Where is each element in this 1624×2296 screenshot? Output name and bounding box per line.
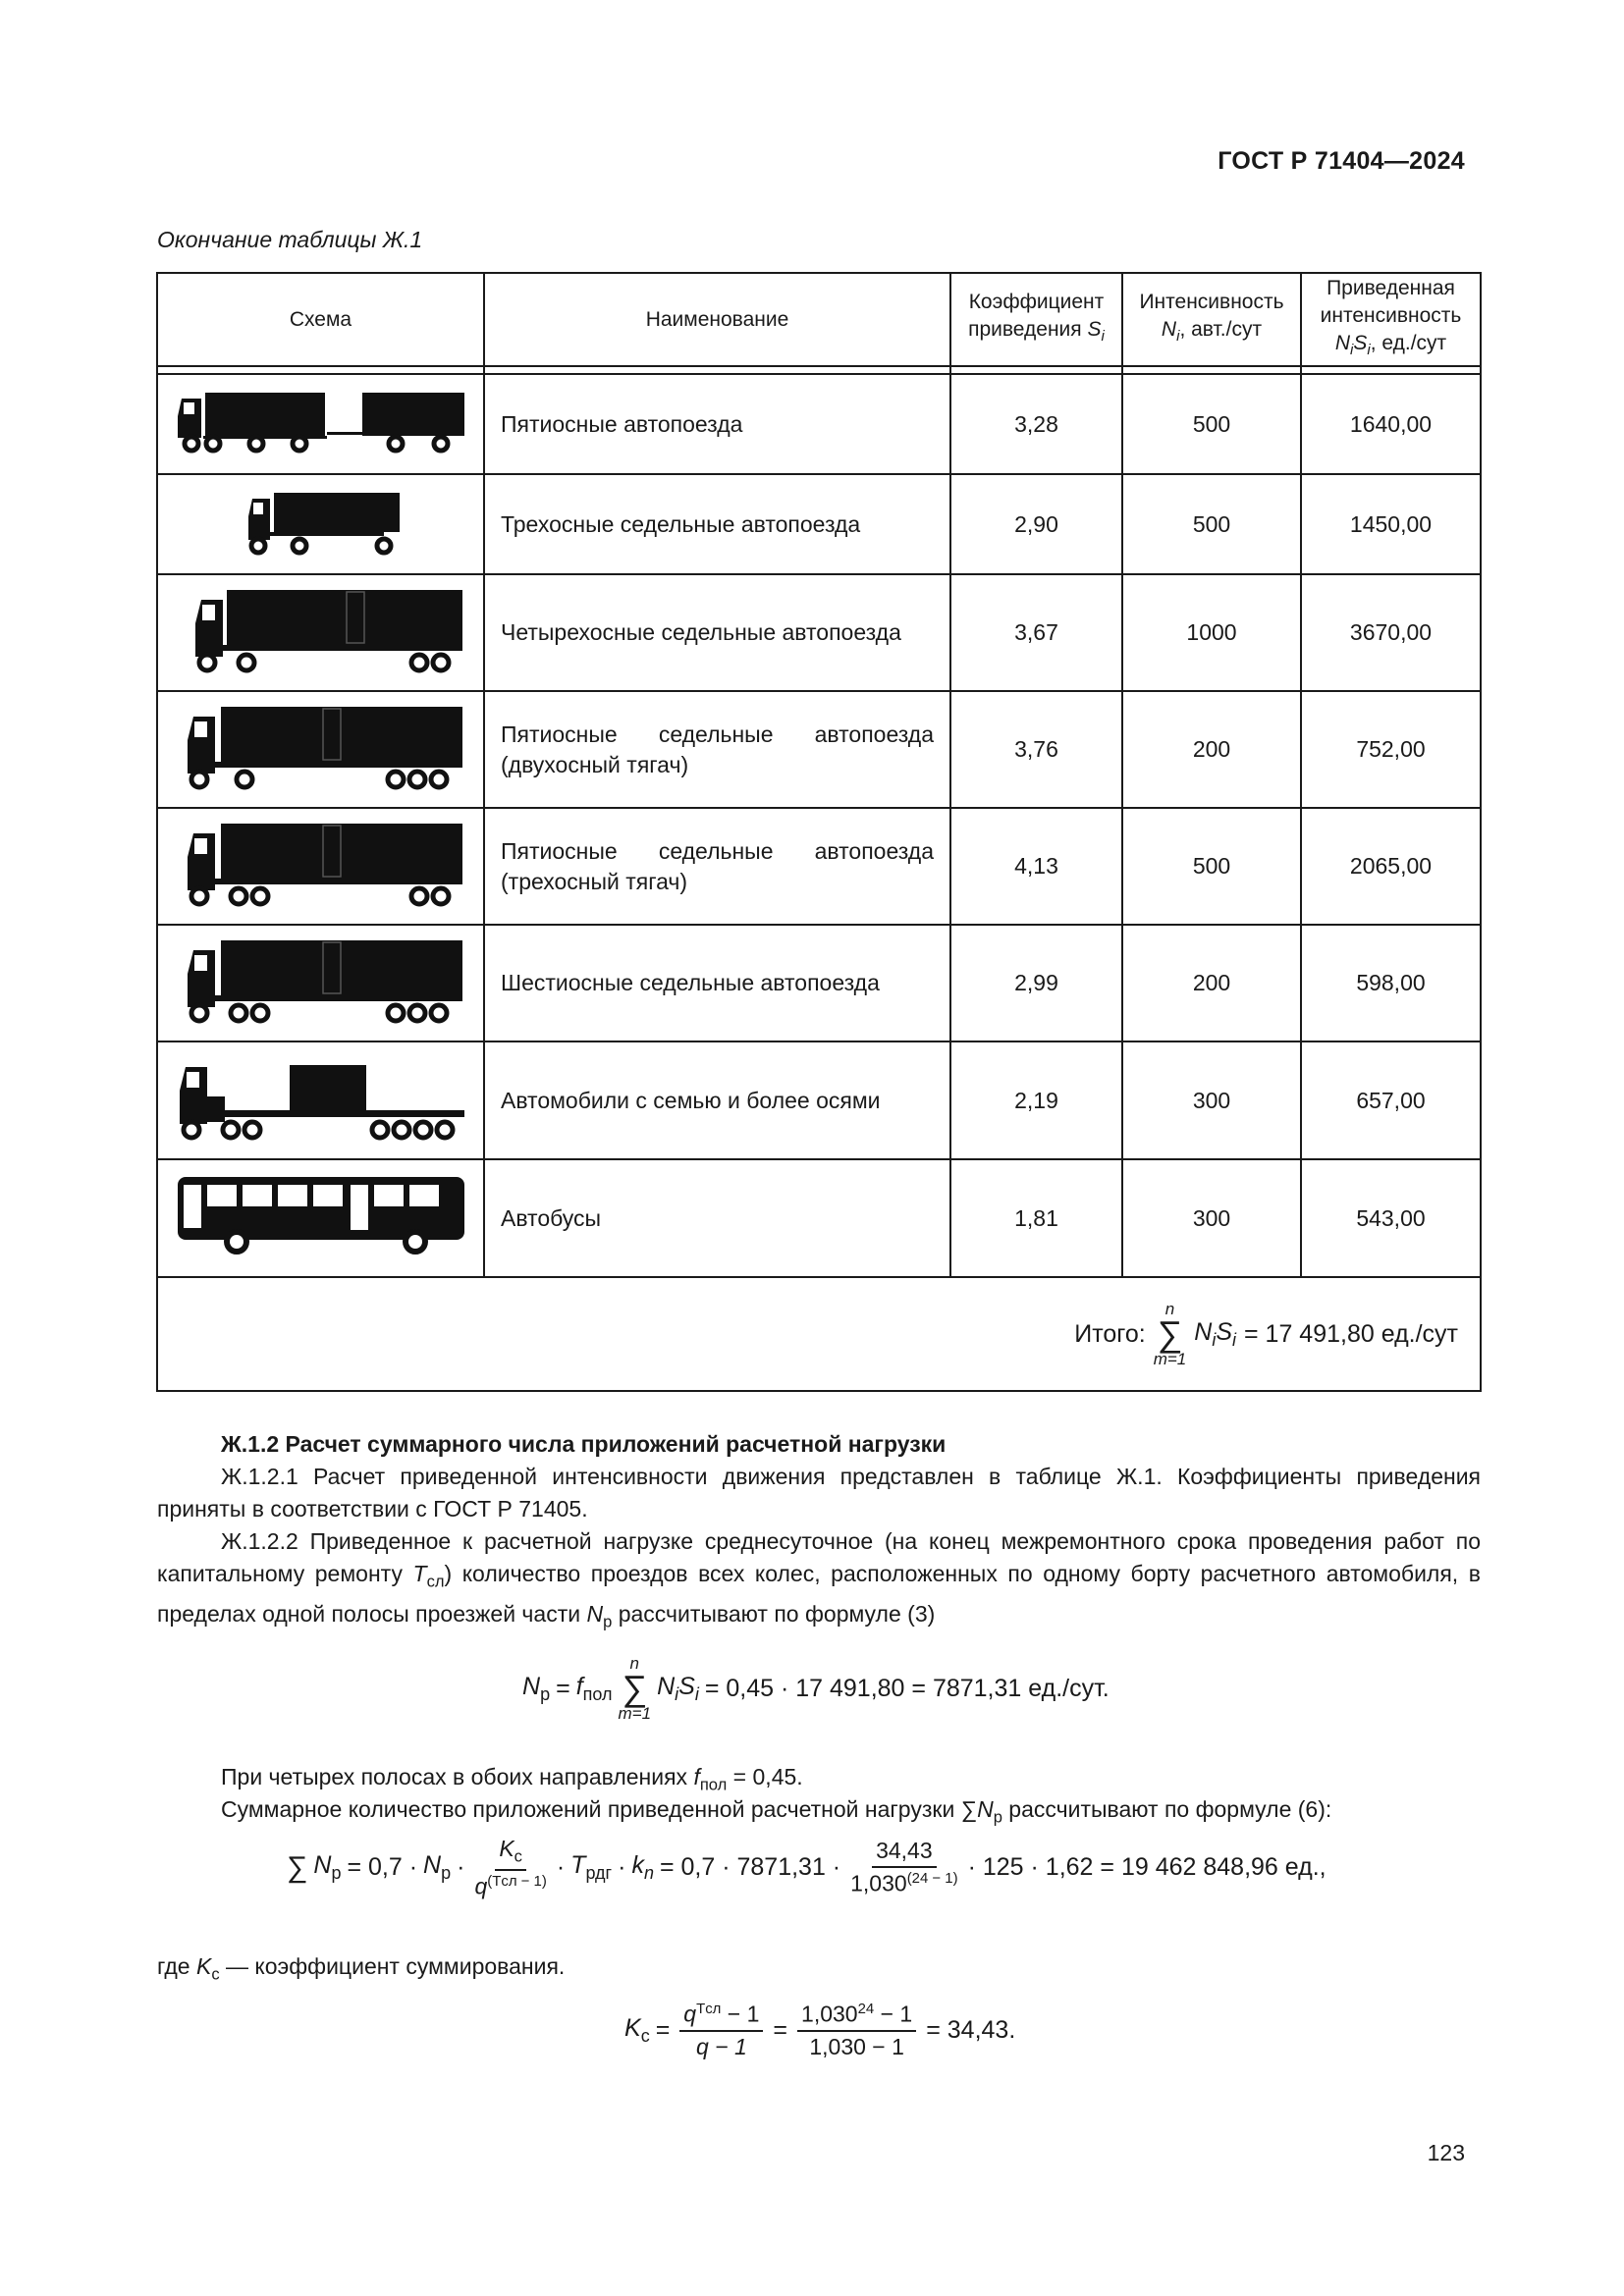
table-row bbox=[157, 1159, 1481, 1277]
col-header-name: Наименование bbox=[484, 273, 950, 366]
six-axle-semitrailer-icon bbox=[174, 936, 468, 1025]
coefficient-value: 3,28 bbox=[950, 374, 1122, 474]
formula-6: ∑ $N_р$ = 0,7 · $N_р$ · $\frac{K_с}{q^{(Tсл - 1)}}$ · $T_{рдг}$ · $k_n$ = 0,7 · 7871,31 · $\frac{34,43}{1,030^{(24 - 1)}}$ · 125 · 1,62 = 19 462 848,96 ед., bbox=[287, 1836, 1326, 1899]
bus-icon bbox=[174, 1171, 468, 1259]
intensity-value: 200 bbox=[1122, 691, 1301, 808]
reduced-intensity-value: 2065,00 bbox=[1301, 808, 1481, 925]
vehicle-name: Пятиосные седельные автопоезда (двухосный тягач) bbox=[484, 691, 950, 808]
coefficient-value: 2,99 bbox=[950, 925, 1122, 1041]
coefficient-value: 4,13 bbox=[950, 808, 1122, 925]
total-cell bbox=[157, 1277, 1481, 1391]
table-header-row bbox=[157, 273, 1481, 366]
five-axle-semitrailer-two-axle-tractor-icon bbox=[174, 703, 468, 791]
page-number: 123 bbox=[1427, 2140, 1465, 2165]
document-code: ГОСТ Р 71404—2024 bbox=[1218, 147, 1465, 175]
reduced-intensity-value: 3670,00 bbox=[1301, 574, 1481, 691]
scheme-cell bbox=[157, 374, 484, 474]
scheme-cell bbox=[157, 1159, 484, 1277]
five-axle-road-train-icon bbox=[174, 387, 468, 455]
scheme-cell bbox=[157, 808, 484, 925]
scheme-cell bbox=[157, 1041, 484, 1159]
col-header-reduced-intensity: Приведенная интенсивность $N_iS_i$, ед./сут bbox=[1301, 273, 1481, 366]
scheme-cell bbox=[157, 474, 484, 574]
table-caption: Окончание таблицы Ж.1 bbox=[157, 227, 423, 252]
reduced-intensity-value: 1640,00 bbox=[1301, 374, 1481, 474]
section-heading: Ж.1.2 Расчет суммарного числа приложений расчетной нагрузки bbox=[221, 1431, 947, 1457]
total-label: Итого: bbox=[1074, 1319, 1146, 1348]
table-total-row bbox=[157, 1277, 1481, 1391]
vehicle-name: Автобусы bbox=[484, 1159, 950, 1277]
scheme-cell bbox=[157, 574, 484, 691]
reduced-intensity-value: 598,00 bbox=[1301, 925, 1481, 1041]
reduced-intensity-value: 1450,00 bbox=[1301, 474, 1481, 574]
vehicle-name: Шестиосные седельные автопоезда bbox=[484, 925, 950, 1041]
seven-axle-vehicle-icon bbox=[174, 1053, 468, 1142]
table-row bbox=[157, 1041, 1481, 1159]
sum-symbol: n ∑ m=1 bbox=[1153, 1300, 1187, 1368]
coefficient-value: 2,90 bbox=[950, 474, 1122, 574]
intensity-value: 300 bbox=[1122, 1041, 1301, 1159]
fraction: $\frac{K_с}{q^{(Tсл - 1)}}$ bbox=[474, 1836, 547, 1899]
table-row bbox=[157, 574, 1481, 691]
intensity-value: 500 bbox=[1122, 474, 1301, 574]
vehicle-name: Автомобили с семью и более осями bbox=[484, 1041, 950, 1159]
formula-kc: $K_с$ = $\frac{q^{Tсл} - 1}{q - 1}$ = $\frac{1,030^{24} - 1}{1,030 - 1}$ = 34,43. bbox=[624, 2001, 1016, 2059]
col-header-scheme: Схема bbox=[157, 273, 484, 366]
vehicle-name: Трехосные седельные автопоезда bbox=[484, 474, 950, 574]
intensity-value: 500 bbox=[1122, 808, 1301, 925]
col-header-intensity: Интенсивность $N_i$, авт./сут bbox=[1122, 273, 1301, 366]
fraction: $\frac{q^{Tсл} - 1}{q - 1}$ bbox=[679, 2001, 763, 2060]
reduced-intensity-value: 752,00 bbox=[1301, 691, 1481, 808]
paragraph-3: При четырех полосах в обоих направлениях $f_{пол} = 0,45$. bbox=[221, 1764, 803, 1794]
intensity-value: 500 bbox=[1122, 374, 1301, 474]
paragraph-4: Суммарное количество приложений приведенной расчетной нагрузки $\sum N_р$ рассчитывают по формуле (6): bbox=[221, 1796, 1332, 1827]
intensity-value: 200 bbox=[1122, 925, 1301, 1041]
five-axle-semitrailer-three-axle-tractor-icon bbox=[174, 820, 468, 908]
table-row bbox=[157, 808, 1481, 925]
scheme-cell bbox=[157, 925, 484, 1041]
paragraph-1: Ж.1.2.1 Расчет приведенной интенсивности движения представлен в таблице Ж.1. Коэффициенты приведения приняты в соответствии с ГОСТ Р 71405. bbox=[157, 1464, 1481, 1522]
coefficients-table bbox=[156, 272, 1482, 1392]
three-axle-semitrailer-icon bbox=[174, 487, 468, 556]
reduced-intensity-value: 543,00 bbox=[1301, 1159, 1481, 1277]
formula-3: $N_р$ = $f_{пол}$ n ∑ m=1 $N_iS_i$ = 0,45 · 17 491,80 = 7871,31 ед./сут. bbox=[522, 1654, 1110, 1723]
coefficient-value: 2,19 bbox=[950, 1041, 1122, 1159]
paragraph-2: Ж.1.2.2 Приведенное к расчетной нагрузке среднесуточное (на конец межремонтного срока проведения работ по капитальному ремонту $T_{сл}$) количество проездов всех колес, расположенных по одному борту расчетного автомобиля, в пределах одной полосы проезжей части $N_р$ рассчитывают по формуле (3) bbox=[157, 1528, 1481, 1631]
vehicle-name: Пятиосные автопоезда bbox=[484, 374, 950, 474]
reduced-intensity-value: 657,00 bbox=[1301, 1041, 1481, 1159]
fraction: $\frac{34,43}{1,030^{(24 - 1)}}$ bbox=[850, 1838, 958, 1896]
table-row bbox=[157, 374, 1481, 474]
total-value: = 17 491,80 ед./сут bbox=[1244, 1319, 1458, 1348]
intensity-value: 300 bbox=[1122, 1159, 1301, 1277]
table-row bbox=[157, 925, 1481, 1041]
sum-symbol: n ∑ m=1 bbox=[618, 1654, 652, 1723]
vehicle-name: Четырехосные седельные автопоезда bbox=[484, 574, 950, 691]
intensity-value: 1000 bbox=[1122, 574, 1301, 691]
four-axle-semitrailer-icon bbox=[174, 586, 468, 674]
scheme-cell bbox=[157, 691, 484, 808]
total-formula: Итого: n ∑ m=1 $N_iS_i$ = 17 491,80 ед./сут bbox=[1074, 1300, 1458, 1368]
coefficient-value: 1,81 bbox=[950, 1159, 1122, 1277]
table-row bbox=[157, 474, 1481, 574]
col-header-coefficient: Коэффициент приведения $S_i$ bbox=[950, 273, 1122, 366]
coefficient-value: 3,76 bbox=[950, 691, 1122, 808]
vehicle-name: Пятиосные седельные автопоезда (трехосный тягач) bbox=[484, 808, 950, 925]
table-row bbox=[157, 691, 1481, 808]
fraction: $\frac{1,030^{24} - 1}{1,030 - 1}$ bbox=[797, 2001, 916, 2060]
coefficient-value: 3,67 bbox=[950, 574, 1122, 691]
paragraph-5: где $K_с$ — коэффициент суммирования. bbox=[157, 1953, 566, 1984]
